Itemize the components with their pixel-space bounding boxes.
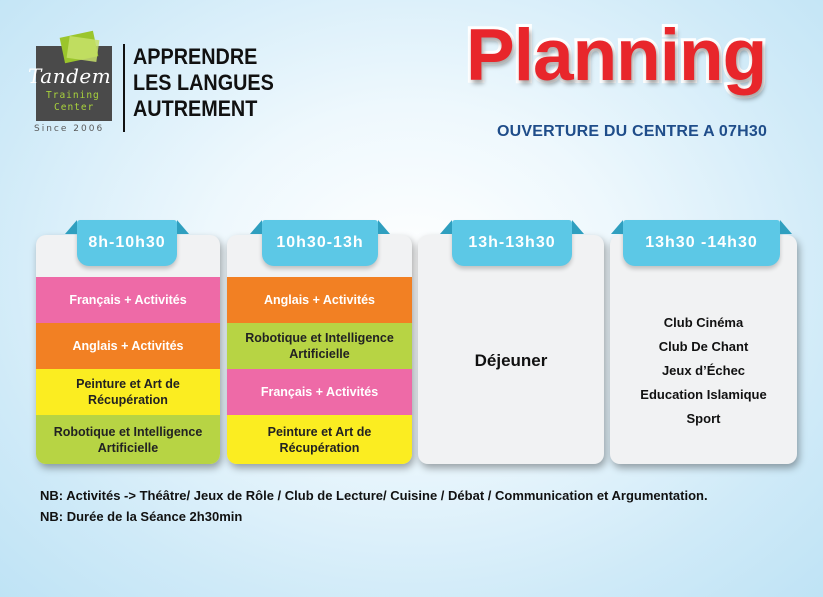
schedule-column-1 [36,235,220,464]
logo-sub-training: Training [46,90,100,101]
activity-cell: Robotique et Intelligence Artificielle [227,323,412,369]
schedule-column-4 [610,235,797,464]
page-title: Planning [466,15,767,96]
activity-cell: Français + Activités [36,277,220,323]
opening-time: OUVERTURE DU CENTRE A 07H30 [497,123,768,140]
note-activities: NB: Activités -> Théâtre/ Jeux de Rôle / Club de Lecture/ Cuisine / Débat / Communication et Argumentation. [40,488,708,503]
schedule-column-2 [227,235,412,464]
slogan [133,44,274,122]
lunch-label: Déjeuner [474,351,548,370]
note-duration: NB: Durée de la Séance 2h30min [40,509,243,524]
logo-name: Tandem [28,64,112,88]
club-item: Sport [686,411,721,426]
activity-cell: Anglais + Activités [36,323,220,369]
time-slot-header: 13h-13h30 [452,220,572,266]
club-item: Club De Chant [658,339,749,354]
tandem-logo [28,40,128,140]
club-item: Education Islamique [640,387,767,402]
schedule-column-3 [418,235,604,464]
activity-cell: Français + Activités [227,369,412,415]
time-slot-header: 10h30-13h [262,220,378,266]
activity-cell: Robotique et Intelligence Artificielle [36,415,220,464]
club-item: Club Cinéma [663,315,744,330]
activity-cell: Peinture et Art de Récupération [36,369,220,415]
slogan-line: AUTREMENT [133,96,258,121]
logo-separator [123,44,125,132]
activity-cell: Anglais + Activités [227,277,412,323]
logo-light-square [67,36,100,62]
time-slot-header: 13h30 -14h30 [623,220,780,266]
club-item: Jeux d’Échec [661,363,746,378]
activity-cell: Peinture et Art de Récupération [227,415,412,464]
slogan-line: LES LANGUES [133,70,274,95]
slogan-line: APPRENDRE [133,44,258,69]
clubs-list [610,311,797,431]
time-slot-header: 8h-10h30 [77,220,177,266]
logo-since: Since 2006 [34,124,105,134]
logo-sub-center: Center [54,102,95,113]
